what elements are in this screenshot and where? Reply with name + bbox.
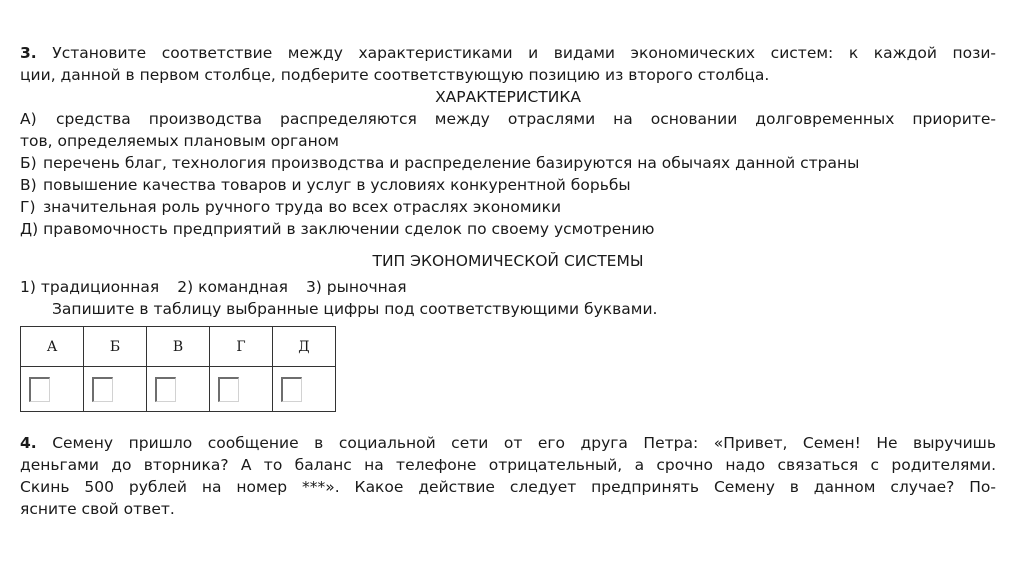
characteristic-text: повышение качества товаров и услуг в условиях конкурентной борьбы bbox=[42, 176, 631, 194]
type-label: 1) bbox=[20, 278, 36, 296]
characteristic-label: Б) bbox=[20, 154, 37, 172]
characteristic-label: В) bbox=[20, 176, 37, 194]
characteristic-g bbox=[20, 196, 996, 218]
task3-number: 3. bbox=[20, 44, 37, 62]
answer-cell bbox=[21, 367, 84, 412]
type-label: 2) bbox=[177, 278, 194, 296]
task4 bbox=[20, 432, 996, 520]
answer-header-cell: Б bbox=[84, 327, 147, 367]
type-text: рыночная bbox=[326, 278, 407, 296]
task3-intro-line-2: ции, данной в первом столбце, подберите соответствующую позицию из второго столбца. bbox=[20, 66, 770, 84]
type-text: традиционная bbox=[40, 278, 160, 296]
answer-header-cell: Г bbox=[210, 327, 273, 367]
answer-input-box[interactable] bbox=[155, 377, 176, 402]
answer-cell bbox=[210, 367, 273, 412]
characteristic-text: средства производства распределяются между отраслями на основании долговременных приорите- bbox=[55, 110, 996, 128]
answer-table bbox=[20, 326, 336, 412]
answer-input-box[interactable] bbox=[92, 377, 113, 402]
characteristic-b bbox=[20, 152, 996, 174]
answer-cell bbox=[84, 367, 147, 412]
characteristics-heading: ХАРАКТЕРИСТИКА bbox=[435, 88, 581, 106]
answer-table-input-row bbox=[21, 367, 336, 412]
characteristic-label: Г) bbox=[20, 198, 36, 216]
table-instruction: Запишите в таблицу выбранные цифры под соответствующими буквами. bbox=[52, 300, 658, 318]
answer-cell bbox=[273, 367, 336, 412]
answer-input-box[interactable] bbox=[281, 377, 302, 402]
task4-line-3: Скинь 500 рублей на номер ***». Какое действие следует предпринять Семену в данном случае? По- bbox=[20, 478, 996, 496]
task4-number: 4. bbox=[20, 434, 37, 452]
task4-line-1 bbox=[20, 432, 996, 454]
answer-table-header-row bbox=[21, 327, 336, 367]
characteristic-a-line-1 bbox=[20, 108, 996, 130]
task3-intro-text-1: Установите соответствие между характеристиками и видами экономических систем: к каждой пози- bbox=[52, 44, 996, 62]
characteristic-label: А) bbox=[20, 110, 37, 128]
characteristic-text: перечень благ, технология производства и распределение базируются на обычаях данной страны bbox=[42, 154, 860, 172]
characteristic-label: Д) bbox=[20, 220, 39, 238]
answer-header-cell: А bbox=[21, 327, 84, 367]
types-heading: ТИП ЭКОНОМИЧЕСКОЙ СИСТЕМЫ bbox=[372, 252, 644, 270]
characteristic-d bbox=[20, 218, 996, 240]
characteristic-text: тов, определяемых плановым органом bbox=[20, 132, 339, 150]
task4-line-4: ясните свой ответ. bbox=[20, 500, 175, 518]
type-label: 3) bbox=[305, 278, 322, 296]
characteristic-a-line-2 bbox=[20, 130, 996, 152]
characteristic-text: значительная роль ручного труда во всех отраслях экономики bbox=[42, 198, 562, 216]
answer-cell bbox=[147, 367, 210, 412]
task4-line-2: деньгами до вторника? А то баланс на телефоне отрицательный, а срочно надо связаться с родителями. bbox=[20, 456, 996, 474]
answer-input-box[interactable] bbox=[29, 377, 50, 402]
answer-input-box[interactable] bbox=[218, 377, 239, 402]
type-text: командная bbox=[198, 278, 288, 296]
task3-intro-line-1 bbox=[20, 42, 996, 64]
answer-header-cell: Д bbox=[273, 327, 336, 367]
characteristic-text: правомочность предприятий в заключении сделок по своему усмотрению bbox=[43, 220, 655, 238]
types-list bbox=[20, 276, 996, 298]
characteristic-v bbox=[20, 174, 996, 196]
task4-text-1: Семену пришло сообщение в социальной сети от его друга Петра: «Привет, Семен! Не выручишь bbox=[52, 434, 996, 452]
worksheet bbox=[20, 42, 996, 520]
answer-header-cell: В bbox=[147, 327, 210, 367]
